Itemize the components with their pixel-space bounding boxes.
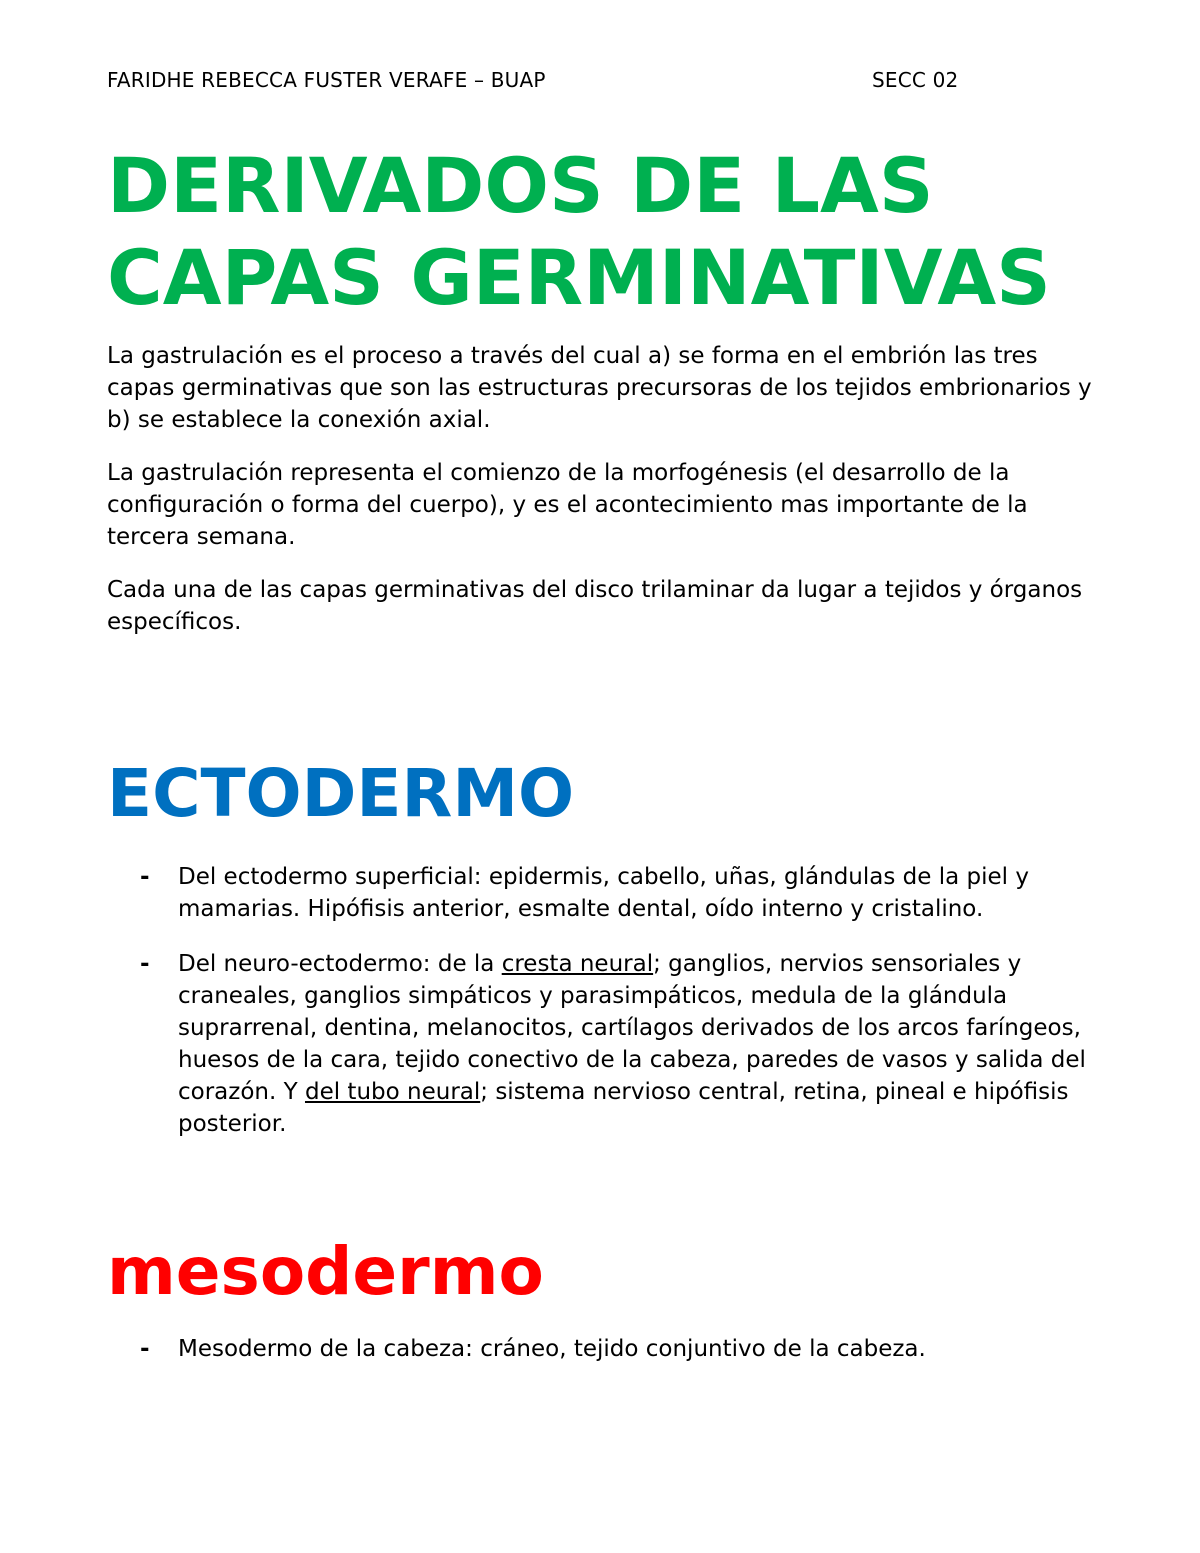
header-author: FARIDHE REBECCA FUSTER VERAFE – BUAP (107, 68, 546, 92)
list-item (140, 1333, 1100, 1365)
bullet-dash: - (140, 951, 150, 977)
ectodermo-item-2-part-3: ; sistema nervioso central, retina, pineal e hipófisis posterior. (178, 1079, 1069, 1137)
title-line-1: DERIVADOS DE LAS (107, 141, 934, 230)
tubo-neural-underlined: del tubo neural (304, 1079, 481, 1105)
bullet-dash: - (140, 864, 150, 890)
mesodermo-list (140, 1333, 1100, 1388)
title-line-2: CAPAS GERMINATIVAS (107, 233, 1051, 322)
intro-paragraph-1: La gastrulación es el proceso a través del cual a) se forma en el embrión las tres capas germinativas que son las estructuras precursoras de los tejidos embrionarios y b) se establece la conexión axial. (107, 343, 1092, 433)
mesodermo-heading: mesodermo (107, 1233, 544, 1310)
bullet-dash: - (140, 1336, 150, 1362)
ectodermo-item-2-text (178, 951, 1086, 1137)
intro-paragraphs (107, 340, 1097, 659)
ectodermo-item-1-text: Del ectodermo superficial: epidermis, cabello, uñas, glándulas de la piel y mamarias. Hipófisis anterior, esmalte dental, oído interno y cristalino. (178, 864, 1029, 922)
intro-paragraph-3: Cada una de las capas germinativas del disco trilaminar da lugar a tejidos y órganos específicos. (107, 577, 1083, 635)
page-header (107, 68, 987, 98)
ectodermo-item-2-part-2: ; ganglios, nervios sensoriales y craneales, ganglios simpáticos y parasimpáticos, medula de la glándula suprarrenal, dentina, melanocitos, cartílagos derivados de los arcos faríngeos, huesos de la cara, tejido conectivo de la cabeza, paredes de vasos y salida del corazón. Y (178, 951, 1086, 1105)
list-item (140, 861, 1100, 925)
ectodermo-item-2-part-1: Del neuro-ectodermo: de la (178, 951, 502, 977)
ectodermo-heading: ECTODERMO (107, 755, 575, 832)
list-item (140, 948, 1100, 1140)
header-section: SECC 02 (872, 68, 959, 92)
document-title (107, 140, 1107, 324)
mesodermo-item-1-text: Mesodermo de la cabeza: cráneo, tejido conjuntivo de la cabeza. (178, 1336, 926, 1362)
ectodermo-list (140, 861, 1100, 1163)
cresta-neural-underlined: cresta neural (501, 951, 654, 977)
intro-paragraph-2: La gastrulación representa el comienzo de la morfogénesis (el desarrollo de la configuración o forma del cuerpo), y es el acontecimiento mas importante de la tercera semana. (107, 460, 1028, 550)
